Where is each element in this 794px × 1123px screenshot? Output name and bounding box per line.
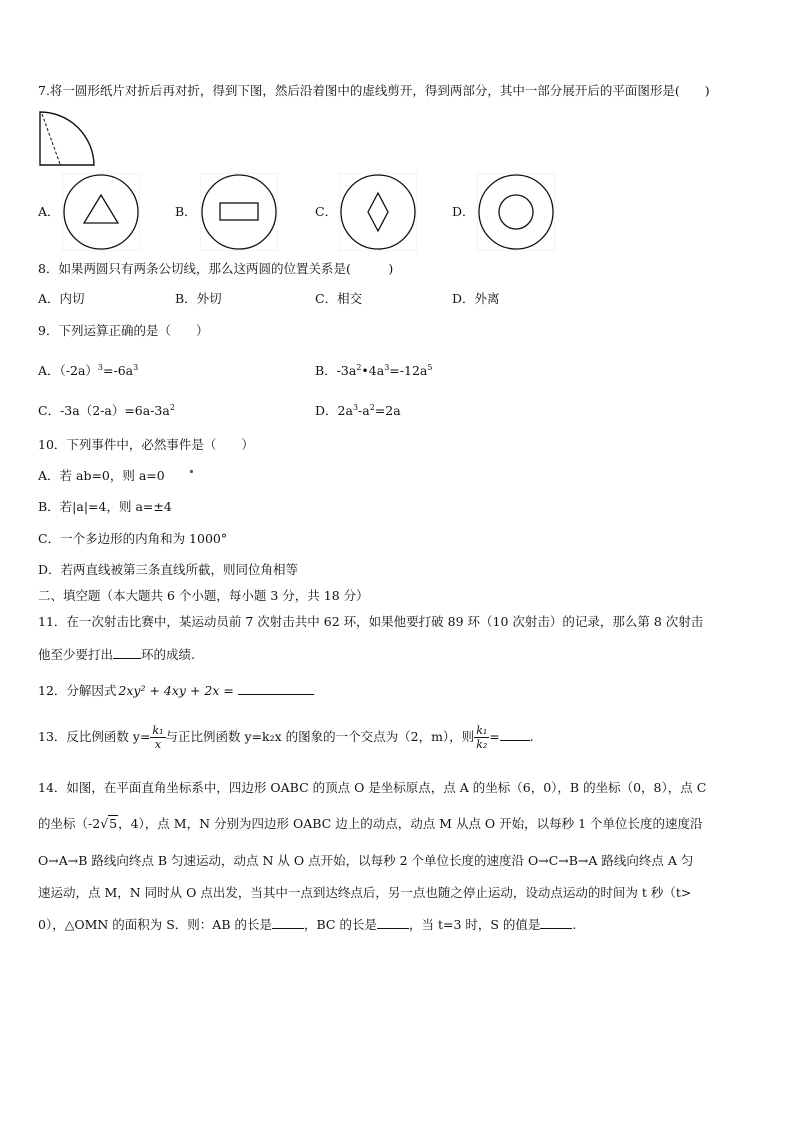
q7-option-b-figure[interactable] bbox=[200, 173, 278, 251]
q13-mid: 与正比例函数 y=k₂x 的图象的一个交点为（2，m），则 bbox=[165, 729, 475, 744]
q14-l5-c: ，当 t=3 时，S 的值是 bbox=[408, 917, 541, 932]
q9-d-exp2: 2 bbox=[369, 403, 375, 412]
q9-a-exp: 3 bbox=[97, 363, 103, 372]
q10-option-d[interactable]: D．若两直线被第三条直线所截，则同位角相等 bbox=[38, 562, 299, 577]
q9-c-exp: 2 bbox=[169, 403, 175, 412]
folded-paper-figure bbox=[38, 110, 98, 168]
q7-option-d-label: D． bbox=[452, 204, 475, 219]
q13-fraction-k1-over-x bbox=[150, 724, 165, 751]
q14-line2 bbox=[38, 815, 703, 833]
q13-k1b: k₁ bbox=[476, 724, 488, 737]
q9-d-mid: -a bbox=[358, 403, 370, 419]
q13-suffix: = bbox=[489, 729, 500, 744]
q10-option-c[interactable]: C．一个多边形的内角和为 1000° bbox=[38, 531, 228, 546]
q9-d-rest: =2a bbox=[374, 403, 401, 419]
q9-b-base: B．-3a bbox=[315, 363, 357, 379]
q8-option-a[interactable]: A．内切 bbox=[38, 291, 85, 306]
q10-stem: 10．下列事件中，必然事件是（ ） bbox=[38, 437, 254, 452]
q13-x: x bbox=[154, 738, 162, 751]
section-heading: 二、填空题（本大题共 6 个小题，每小题 3 分，共 18 分） bbox=[38, 588, 369, 603]
q14-l5-a: 0），△OMN 的面积为 S．则：AB 的长是 bbox=[38, 917, 272, 932]
q13-answer-blank[interactable] bbox=[500, 727, 530, 741]
q9-d-exp1: 3 bbox=[352, 403, 359, 412]
q7-stem: 7.将一圆形纸片对折后再对折，得到下图，然后沿着图中的虚线剪开，得到两部分，其中一部分展开后的平面图形是( ) bbox=[38, 83, 710, 98]
q12 bbox=[38, 681, 314, 700]
q13-fraction-k1-over-k2 bbox=[474, 724, 489, 751]
q11-answer-blank[interactable] bbox=[113, 645, 141, 659]
q14-s-blank[interactable] bbox=[540, 915, 572, 929]
q13-period: . bbox=[529, 729, 534, 744]
q11-line1: 11．在一次射击比赛中，某运动员前 7 次射击共中 62 环，如果他要打破 89 环（10 次射击）的记录，那么第 8 次射击 bbox=[38, 614, 704, 629]
q14-ab-blank[interactable] bbox=[272, 915, 304, 929]
q14-bc-blank[interactable] bbox=[377, 915, 409, 929]
q13-k1: k₁ bbox=[152, 724, 164, 737]
q7-option-c-label: C． bbox=[315, 204, 338, 219]
q8-option-d[interactable]: D．外离 bbox=[452, 291, 500, 306]
sqrt-icon: √ bbox=[100, 816, 109, 831]
q9-a-rest: =-6a bbox=[103, 363, 134, 379]
q10-option-b[interactable]: B．若|a|=4，则 a=±4 bbox=[38, 499, 172, 514]
q11-line2 bbox=[38, 645, 195, 664]
q14-l2-b: ，4），点 M，N 分别为四边形 OABC 边上的动点，动点 M 从点 O 开始，以每秒 1 个单位长度的速度沿 bbox=[118, 816, 703, 831]
q10-option-a[interactable]: A．若 ab=0，则 a=0 bbox=[38, 468, 165, 483]
q8-stem: 8．如果两圆只有两条公切线，那么这两圆的位置关系是( ) bbox=[38, 261, 394, 276]
q14-l5-d: . bbox=[572, 917, 577, 932]
q7-option-a-figure[interactable] bbox=[62, 173, 140, 251]
q9-a-base: A．（-2a） bbox=[38, 363, 98, 379]
q13 bbox=[38, 722, 534, 752]
q9-stem: 9．下列运算正确的是（ ） bbox=[38, 323, 209, 338]
stray-mark bbox=[190, 470, 193, 473]
q8-option-c[interactable]: C．相交 bbox=[315, 291, 363, 306]
q11-text-b: 环的成绩. bbox=[141, 647, 195, 662]
q9-b-exp3: 5 bbox=[427, 363, 433, 372]
q13-k2: k₂ bbox=[476, 738, 488, 751]
q12-prefix: 12．分解因式 bbox=[38, 683, 117, 698]
q9-b-exp1: 2 bbox=[356, 363, 362, 372]
q14-line5 bbox=[38, 915, 576, 934]
q11-text-a: 他至少要打出 bbox=[38, 647, 114, 662]
q9-c-text: C．-3a（2-a）=6a-3a bbox=[38, 403, 170, 419]
q9-option-b[interactable] bbox=[315, 359, 432, 380]
q9-b-exp2: 3 bbox=[384, 363, 390, 372]
q14-radicand: 5 bbox=[109, 816, 118, 831]
q14-l2-a: 的坐标（-2 bbox=[38, 816, 101, 831]
q12-answer-blank[interactable] bbox=[238, 681, 314, 695]
q7-option-c-figure[interactable] bbox=[339, 173, 417, 251]
q13-prefix: 13．反比例函数 y= bbox=[38, 729, 151, 744]
q7-option-d-figure[interactable] bbox=[477, 173, 555, 251]
q9-a-exp2: 3 bbox=[133, 363, 139, 372]
q9-option-d[interactable] bbox=[315, 399, 401, 420]
q9-option-c[interactable] bbox=[38, 399, 175, 420]
q14-l5-b: ，BC 的长是 bbox=[304, 917, 377, 932]
q14-line4: 速运动，点 M，N 同时从 O 点出发，当其中一点到达终点后，另一点也随之停止运动，设动点运动的时间为 t 秒（t> bbox=[38, 885, 692, 900]
q9-b-mid: •4a bbox=[361, 363, 385, 379]
q14-line3: O→A→B 路线向终点 B 匀速运动，动点 N 从 O 点开始，以每秒 2 个单位长度的速度沿 O→C→B→A 路线向终点 A 匀 bbox=[38, 853, 694, 868]
q9-d-base: D．2a bbox=[315, 403, 353, 419]
q9-b-rest: =-12a bbox=[389, 363, 428, 379]
q7-option-b-label: B． bbox=[175, 204, 197, 219]
q7-option-a-label: A． bbox=[38, 204, 60, 219]
q12-expression: 2xy² + 4xy + 2x = bbox=[118, 683, 234, 698]
q9-option-a[interactable] bbox=[38, 359, 138, 380]
q14-line1: 14．如图，在平面直角坐标系中，四边形 OABC 的顶点 O 是坐标原点，点 A 的坐标（6，0），B 的坐标（0，8），点 C bbox=[38, 780, 707, 795]
q8-option-b[interactable]: B．外切 bbox=[175, 291, 222, 306]
